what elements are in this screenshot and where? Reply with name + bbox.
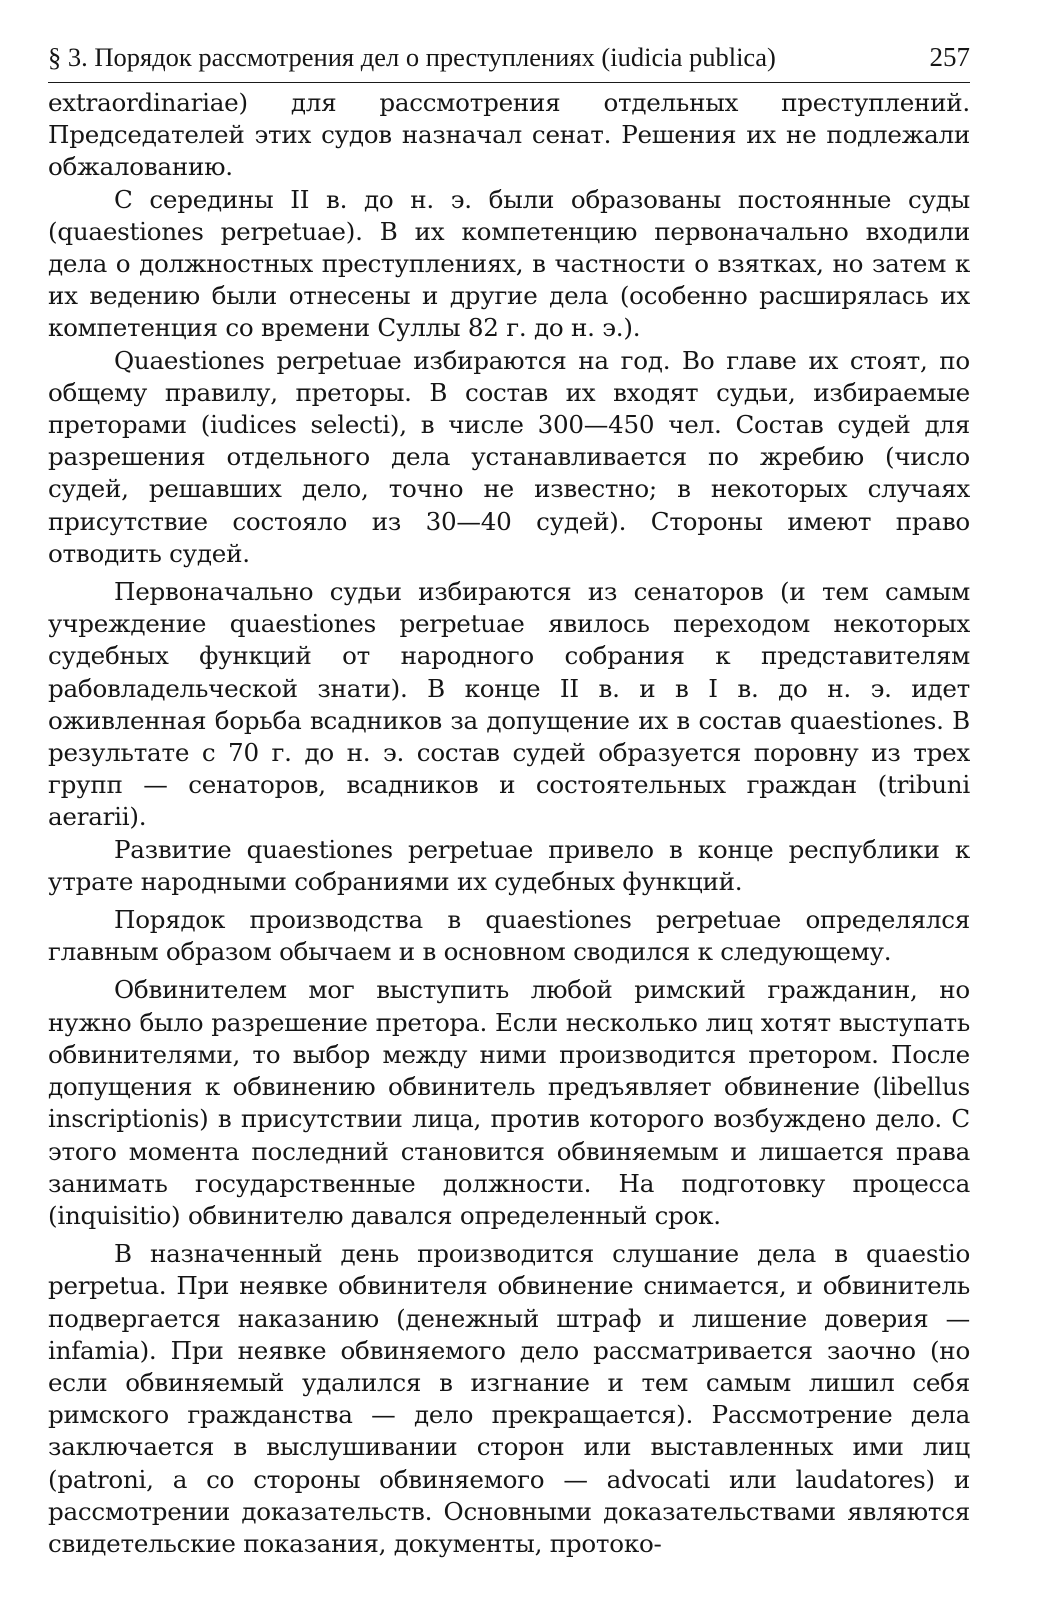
book-page [48,40,970,1560]
paragraph: Порядок производства в quaestiones perpetuae определялся главным образом обычаем и в основном сводился к следующему. [48,905,970,967]
paragraph: extraordinariae) для рассмотрения отдельных преступлений. Председателей этих судов назначал сенат. Решения их не подлежали обжалованию. [48,88,970,182]
paragraph: С середины II в. до н. э. были образованы постоянные суды (quaestiones perpetuae). В их компетенцию первоначально входили дела о должностных преступлениях, в частности о взятках, но затем к их ведению были отнесены и другие дела (особенно расширялась их компетенция со времени Суллы 82 г. до н. э.). [48,184,970,343]
paragraph: Первоначально судьи избираются из сенаторов (и тем самым учреждение quaestiones perpetuae явилось переходом некоторых судебных функций от народного собрания к представителям рабовладельческой знати). В конце II в. и в I в. до н. э. идет оживленная борьба всадников за допущение их в состав quaestiones. В результате с 70 г. до н. э. состав судей образуется поровну из трех групп — сенаторов, всадников и состоятельных граждан (tribuni aerarii). [48,577,970,832]
body-text [48,87,970,1560]
section-title: § 3. Порядок рассмотрения дел о преступлениях (iudicia publica) [48,42,776,72]
paragraph: Обвинителем мог выступить любой римский гражданин, но нужно было разрешение претора. Если несколько лиц хотят выступать обвинителями, то выбор между ними производится претором. После допущения к обвинению обвинитель предъявляет обвинение (libellus inscriptionis) в присутствии лица, против которого возбуждено дело. С этого момента последний становится обвиняемым и лишается права занимать государственные должности. На подготовку процесса (inquisitio) обвинителю давался определенный срок. [48,975,970,1230]
paragraph: Развитие quaestiones perpetuae привело в конце республики к утрате народными собраниями их судебных функций. [48,834,970,896]
paragraph: Quaestiones perpetuae избираются на год. Во главе их стоят, по общему правилу, преторы. В состав их входят судьи, избираемые преторами (iudices selecti), в числе 300—450 чел. Состав судей для разрешения отдельного дела устанавливается по жребию (число судей, решавших дело, точно не известно; в некоторых случаях присутствие состояло из 30—40 судей). Стороны имеют право отводить судей. [48,345,970,568]
running-header [48,40,970,83]
paragraph: В назначенный день производится слушание дела в quaestio perpetua. При неявке обвинителя обвинение снимается, и обвинитель подвергается наказанию (денежный штраф и лишение доверия — infamia). При неявке обвиняемого дело рассматривается заочно (но если обвиняемый удалился в изгнание и тем самым лишил себя римского гражданства — дело прекращается). Рассмотрение дела заключается в выслушивании сторон или выставленных ими лиц (patroni, а со стороны обвиняемого — advocati или laudatores) и рассмотрении доказательств. Основными доказательствами являются свидетельские показания, документы, протоко- [48,1239,970,1558]
page-number: 257 [929,42,970,72]
